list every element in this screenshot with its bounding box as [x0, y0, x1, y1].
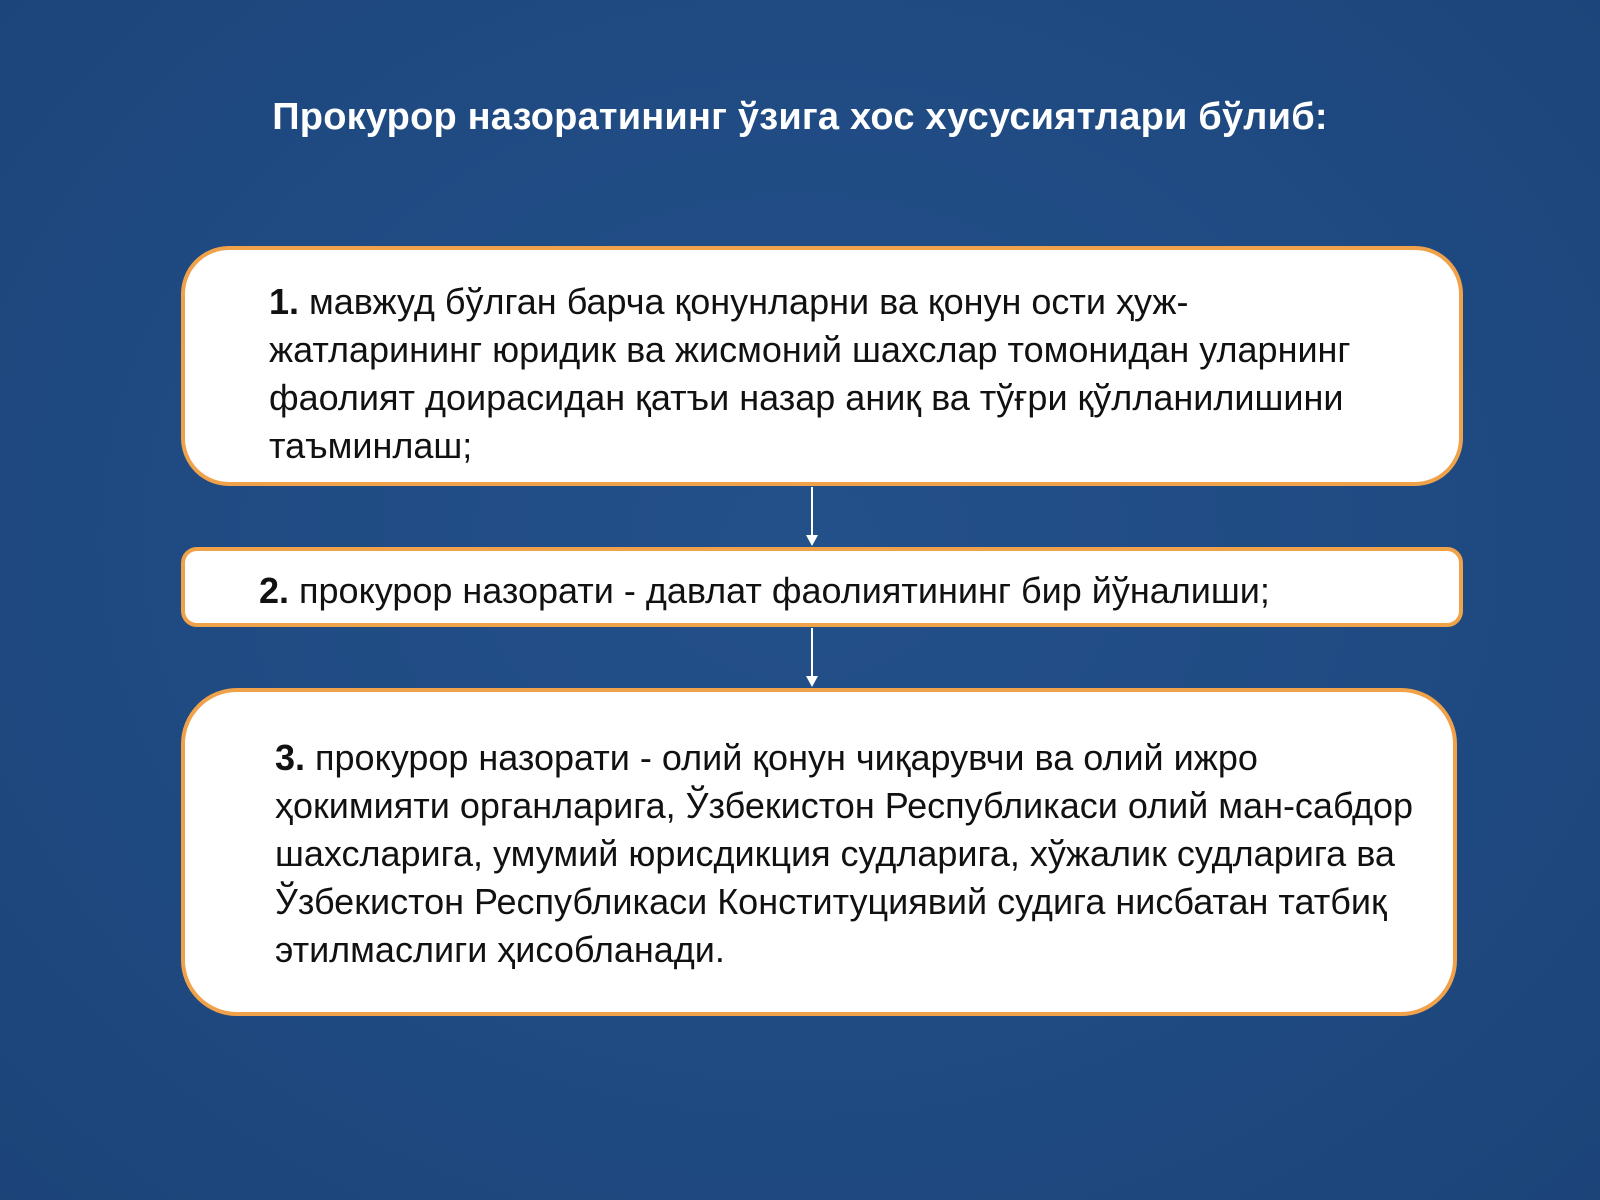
- arrow-down-icon: [806, 676, 818, 687]
- feature-box-3: [181, 688, 1457, 1016]
- slide-title: Прокурор назоратининг ўзига хос хусусиятлари бўлиб:: [272, 96, 1328, 138]
- feature-text-3: прокурор назорати - олий қонун чиқарувчи ва олий ижро ҳокимияти органларига, Ўзбекистон Республикаси олий ман-сабдор шахсларига, умумий юрисдикция судларига, хўжалик судларига ва Ўзбекистон Республикаси Конституциявий судига нисбатан татбиқ этилмаслиги ҳисобланади.: [275, 737, 1414, 970]
- feature-number-1: 1.: [269, 281, 300, 322]
- feature-number-2: 2.: [259, 570, 290, 611]
- feature-number-3: 3.: [275, 737, 306, 778]
- feature-text-2: прокурор назорати - давлат фаолиятининг бир йўналиши;: [289, 570, 1270, 611]
- feature-box-2: [181, 547, 1463, 627]
- feature-box-1: [181, 246, 1463, 486]
- feature-text-1: мавжуд бўлган барча қонунларни ва қонун ости ҳуж-жатларининг юридик ва жисмоний шахслар томонидан уларнинг фаолият доирасидан қатъи назар аниқ ва тўғри қўлланилишини таъминлаш;: [269, 281, 1351, 466]
- connector-line-1: [811, 487, 813, 537]
- arrow-down-icon: [806, 535, 818, 546]
- connector-line-2: [811, 628, 813, 678]
